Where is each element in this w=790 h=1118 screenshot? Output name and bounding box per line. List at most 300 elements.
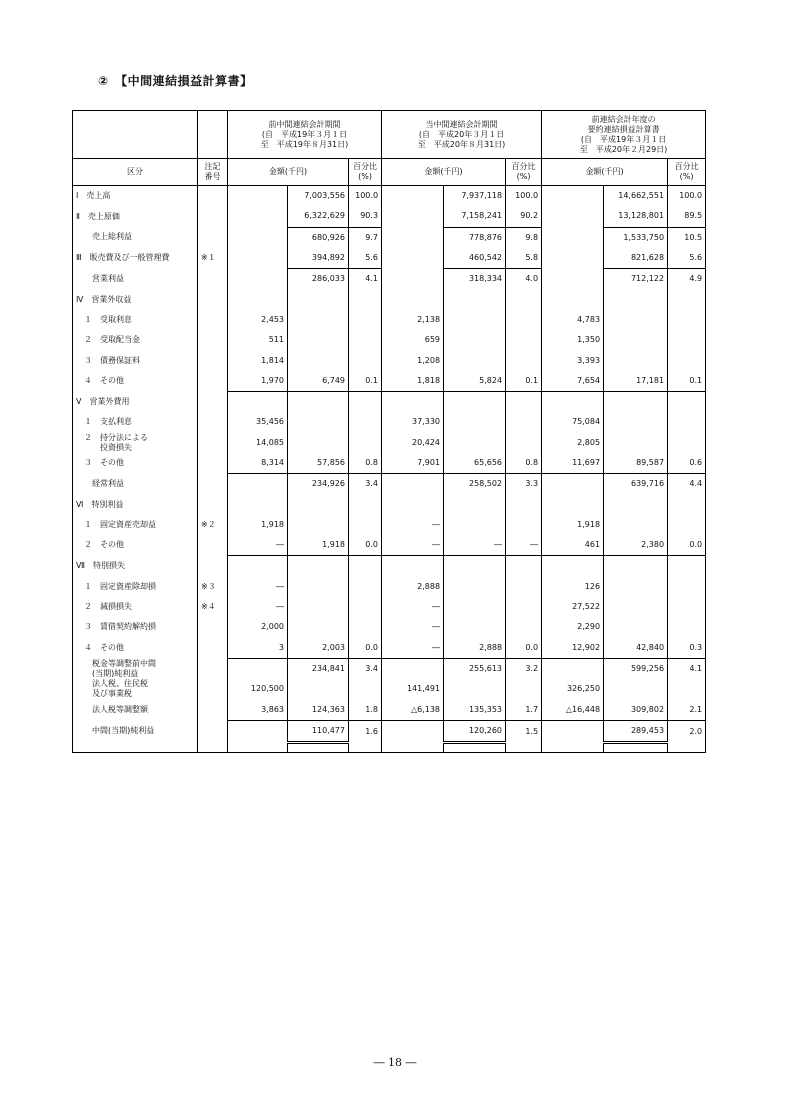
percent-cell: 4.1 bbox=[349, 269, 382, 290]
sub-amount-cell bbox=[382, 556, 444, 577]
amount-cell bbox=[444, 515, 506, 535]
row-note bbox=[198, 310, 228, 330]
sub-amount-cell bbox=[542, 743, 604, 753]
sub-amount-cell: 14,085 bbox=[228, 433, 288, 453]
sub-amount-cell: 511 bbox=[228, 330, 288, 350]
row-note bbox=[198, 743, 228, 753]
table-row bbox=[73, 638, 706, 659]
percent-cell bbox=[668, 494, 706, 514]
table-row bbox=[73, 699, 706, 720]
amount-cell bbox=[604, 412, 668, 432]
sub-amount-cell bbox=[228, 658, 288, 679]
table-row bbox=[73, 577, 706, 597]
sub-amount-cell: 461 bbox=[542, 535, 604, 556]
amount-cell bbox=[288, 412, 349, 432]
percent-cell: 3.3 bbox=[506, 474, 542, 495]
sub-amount-cell: 7,654 bbox=[542, 371, 604, 392]
row-note bbox=[198, 186, 228, 207]
sub-amount-cell: 1,814 bbox=[228, 350, 288, 370]
amount-cell: 7,158,241 bbox=[444, 206, 506, 227]
row-note bbox=[198, 391, 228, 412]
amount-cell: 639,716 bbox=[604, 474, 668, 495]
percent-cell: 100.0 bbox=[506, 186, 542, 207]
percent-cell bbox=[668, 743, 706, 753]
header-amount: 金額(千円) bbox=[542, 159, 668, 186]
table-row bbox=[73, 617, 706, 637]
amount-cell bbox=[604, 289, 668, 309]
percent-cell: 0.0 bbox=[506, 638, 542, 659]
percent-cell: 4.0 bbox=[506, 269, 542, 290]
row-note: ※１ bbox=[198, 248, 228, 269]
header-blank bbox=[73, 111, 198, 159]
row-label: 経常利益 bbox=[73, 474, 198, 495]
amount-cell bbox=[444, 679, 506, 699]
row-note bbox=[198, 289, 228, 309]
percent-cell: ― bbox=[506, 535, 542, 556]
income-statement-table bbox=[72, 110, 706, 753]
percent-cell: 4.4 bbox=[668, 474, 706, 495]
amount-cell: 13,128,801 bbox=[604, 206, 668, 227]
amount-cell bbox=[288, 433, 349, 453]
row-label: ４ その他 bbox=[73, 371, 198, 392]
sub-amount-cell: 326,250 bbox=[542, 679, 604, 699]
table-row bbox=[73, 371, 706, 392]
sub-amount-cell bbox=[382, 186, 444, 207]
table-row bbox=[73, 535, 706, 556]
table-row bbox=[73, 743, 706, 753]
amount-cell: 7,937,118 bbox=[444, 186, 506, 207]
percent-cell: 90.2 bbox=[506, 206, 542, 227]
amount-cell: 2,888 bbox=[444, 638, 506, 659]
amount-cell: 778,876 bbox=[444, 227, 506, 248]
row-note bbox=[198, 638, 228, 659]
amount-cell: 42,840 bbox=[604, 638, 668, 659]
sub-amount-cell: 37,330 bbox=[382, 412, 444, 432]
percent-cell bbox=[349, 433, 382, 453]
percent-cell: 0.1 bbox=[349, 371, 382, 392]
sub-amount-cell: ― bbox=[228, 535, 288, 556]
sub-amount-cell: 2,453 bbox=[228, 310, 288, 330]
sub-amount-cell bbox=[542, 494, 604, 514]
header-amount: 金額(千円) bbox=[382, 159, 506, 186]
sub-amount-cell bbox=[542, 269, 604, 290]
table-row bbox=[73, 515, 706, 535]
percent-cell bbox=[349, 494, 382, 514]
percent-cell: 100.0 bbox=[668, 186, 706, 207]
percent-cell: 0.1 bbox=[668, 371, 706, 392]
percent-cell bbox=[668, 350, 706, 370]
row-note bbox=[198, 699, 228, 720]
table-row bbox=[73, 330, 706, 350]
sub-amount-cell bbox=[382, 248, 444, 269]
sub-amount-cell: ― bbox=[228, 577, 288, 597]
amount-cell: 57,856 bbox=[288, 453, 349, 474]
percent-cell bbox=[506, 330, 542, 350]
percent-cell bbox=[668, 433, 706, 453]
amount-cell bbox=[288, 743, 349, 753]
sub-amount-cell bbox=[542, 206, 604, 227]
row-label: ３ 賃借契約解約損 bbox=[73, 617, 198, 637]
amount-cell bbox=[444, 597, 506, 617]
amount-cell bbox=[444, 433, 506, 453]
row-label: ２ 減損損失 bbox=[73, 597, 198, 617]
sub-amount-cell: 27,522 bbox=[542, 597, 604, 617]
header-period-prior-year: 前連結会計年度の 要約連結損益計算書 (自 平成19年３月１日 至 平成20年２月29日) bbox=[542, 111, 706, 159]
amount-cell: 460,542 bbox=[444, 248, 506, 269]
percent-cell bbox=[506, 515, 542, 535]
header-category: 区分 bbox=[73, 159, 198, 186]
header-row-columns bbox=[73, 159, 706, 186]
row-label: 中間(当期)純利益 bbox=[73, 720, 198, 742]
amount-cell bbox=[288, 577, 349, 597]
percent-cell bbox=[506, 743, 542, 753]
percent-cell: 4.9 bbox=[668, 269, 706, 290]
table-row bbox=[73, 227, 706, 248]
percent-cell bbox=[668, 577, 706, 597]
percent-cell: 4.1 bbox=[668, 658, 706, 679]
row-label: １ 固定資産売却益 bbox=[73, 515, 198, 535]
percent-cell bbox=[668, 515, 706, 535]
amount-cell bbox=[604, 515, 668, 535]
row-label: Ⅴ 営業外費用 bbox=[73, 391, 198, 412]
percent-cell bbox=[506, 617, 542, 637]
sub-amount-cell bbox=[542, 556, 604, 577]
amount-cell bbox=[604, 494, 668, 514]
sub-amount-cell: 2,805 bbox=[542, 433, 604, 453]
percent-cell: 0.6 bbox=[668, 453, 706, 474]
table-row bbox=[73, 474, 706, 495]
sub-amount-cell: ― bbox=[228, 597, 288, 617]
percent-cell: 0.8 bbox=[349, 453, 382, 474]
table-row bbox=[73, 310, 706, 330]
percent-cell bbox=[506, 310, 542, 330]
row-note bbox=[198, 474, 228, 495]
percent-cell bbox=[668, 310, 706, 330]
percent-cell: 0.0 bbox=[349, 535, 382, 556]
amount-cell bbox=[604, 350, 668, 370]
row-note bbox=[198, 453, 228, 474]
row-label bbox=[73, 743, 198, 753]
percent-cell: 5.8 bbox=[506, 248, 542, 269]
amount-cell bbox=[444, 577, 506, 597]
percent-cell: 2.1 bbox=[668, 699, 706, 720]
sub-amount-cell: 1,350 bbox=[542, 330, 604, 350]
amount-cell: 120,260 bbox=[444, 720, 506, 742]
sub-amount-cell bbox=[228, 186, 288, 207]
percent-cell bbox=[506, 350, 542, 370]
sub-amount-cell: 1,818 bbox=[382, 371, 444, 392]
percent-cell bbox=[668, 556, 706, 577]
row-label: ２ その他 bbox=[73, 535, 198, 556]
sub-amount-cell bbox=[542, 658, 604, 679]
row-note bbox=[198, 658, 228, 679]
amount-cell: 309,802 bbox=[604, 699, 668, 720]
header-period-current-interim: 当中間連結会計期間 (自 平成20年３月１日 至 平成20年８月31日) bbox=[382, 111, 542, 159]
amount-cell: 318,334 bbox=[444, 269, 506, 290]
sub-amount-cell bbox=[382, 269, 444, 290]
percent-cell bbox=[349, 310, 382, 330]
row-note bbox=[198, 556, 228, 577]
percent-cell bbox=[349, 577, 382, 597]
amount-cell bbox=[288, 350, 349, 370]
sub-amount-cell: △16,448 bbox=[542, 699, 604, 720]
amount-cell bbox=[288, 494, 349, 514]
percent-cell bbox=[668, 679, 706, 699]
amount-cell bbox=[604, 330, 668, 350]
statement-title: ② 【中間連結損益計算書】 bbox=[98, 74, 253, 88]
table-row bbox=[73, 453, 706, 474]
header-note: 注記 番号 bbox=[198, 159, 228, 186]
percent-cell: 0.1 bbox=[506, 371, 542, 392]
sub-amount-cell bbox=[228, 474, 288, 495]
percent-cell: 90.3 bbox=[349, 206, 382, 227]
row-note bbox=[198, 535, 228, 556]
sub-amount-cell: 1,208 bbox=[382, 350, 444, 370]
sub-amount-cell bbox=[542, 474, 604, 495]
table-row bbox=[73, 556, 706, 577]
percent-cell bbox=[349, 556, 382, 577]
amount-cell: 124,363 bbox=[288, 699, 349, 720]
amount-cell: 1,918 bbox=[288, 535, 349, 556]
row-label: Ⅰ 売上高 bbox=[73, 186, 198, 207]
percent-cell bbox=[506, 494, 542, 514]
sub-amount-cell bbox=[228, 743, 288, 753]
table-body bbox=[73, 186, 706, 753]
percent-cell: 1.5 bbox=[506, 720, 542, 742]
percent-cell: 3.2 bbox=[506, 658, 542, 679]
amount-cell bbox=[288, 679, 349, 699]
sub-amount-cell: 141,491 bbox=[382, 679, 444, 699]
amount-cell bbox=[288, 289, 349, 309]
amount-cell bbox=[444, 330, 506, 350]
sub-amount-cell: 126 bbox=[542, 577, 604, 597]
sub-amount-cell bbox=[382, 227, 444, 248]
row-note: ※２ bbox=[198, 515, 228, 535]
amount-cell: 1,533,750 bbox=[604, 227, 668, 248]
row-label: ３ 債務保証料 bbox=[73, 350, 198, 370]
table-row bbox=[73, 269, 706, 290]
percent-cell: 1.7 bbox=[506, 699, 542, 720]
amount-cell: 394,892 bbox=[288, 248, 349, 269]
header-period-prior-interim: 前中間連結会計期間 (自 平成19年３月１日 至 平成19年８月31日) bbox=[228, 111, 382, 159]
table-row bbox=[73, 391, 706, 412]
percent-cell bbox=[668, 330, 706, 350]
sub-amount-cell bbox=[382, 494, 444, 514]
percent-cell: 5.6 bbox=[349, 248, 382, 269]
amount-cell bbox=[288, 597, 349, 617]
header-row-periods bbox=[73, 111, 706, 159]
amount-cell bbox=[604, 577, 668, 597]
table-row bbox=[73, 494, 706, 514]
amount-cell: 17,181 bbox=[604, 371, 668, 392]
sub-amount-cell: ― bbox=[382, 535, 444, 556]
amount-cell: 712,122 bbox=[604, 269, 668, 290]
percent-cell: 100.0 bbox=[349, 186, 382, 207]
amount-cell bbox=[444, 391, 506, 412]
sub-amount-cell bbox=[382, 720, 444, 742]
sub-amount-cell bbox=[228, 269, 288, 290]
amount-cell: 289,453 bbox=[604, 720, 668, 742]
row-note bbox=[198, 494, 228, 514]
amount-cell bbox=[604, 743, 668, 753]
row-note bbox=[198, 720, 228, 742]
sub-amount-cell bbox=[382, 391, 444, 412]
amount-cell bbox=[444, 743, 506, 753]
amount-cell bbox=[444, 494, 506, 514]
percent-cell bbox=[506, 597, 542, 617]
sub-amount-cell: ― bbox=[382, 617, 444, 637]
row-label: Ⅱ 売上原価 bbox=[73, 206, 198, 227]
percent-cell bbox=[349, 330, 382, 350]
amount-cell: 255,613 bbox=[444, 658, 506, 679]
percent-cell bbox=[668, 617, 706, 637]
sub-amount-cell: 1,970 bbox=[228, 371, 288, 392]
percent-cell bbox=[349, 289, 382, 309]
header-pct: 百分比 (%) bbox=[506, 159, 542, 186]
row-label: Ⅵ 特別利益 bbox=[73, 494, 198, 514]
sub-amount-cell: 2,888 bbox=[382, 577, 444, 597]
percent-cell bbox=[506, 556, 542, 577]
amount-cell: 680,926 bbox=[288, 227, 349, 248]
percent-cell: 1.6 bbox=[349, 720, 382, 742]
sub-amount-cell bbox=[228, 289, 288, 309]
sub-amount-cell bbox=[228, 248, 288, 269]
row-note bbox=[198, 433, 228, 453]
amount-cell: 6,749 bbox=[288, 371, 349, 392]
amount-cell: 14,662,551 bbox=[604, 186, 668, 207]
amount-cell bbox=[288, 617, 349, 637]
percent-cell: 9.7 bbox=[349, 227, 382, 248]
percent-cell: 0.0 bbox=[349, 638, 382, 659]
percent-cell: 1.8 bbox=[349, 699, 382, 720]
sub-amount-cell: 4,783 bbox=[542, 310, 604, 330]
percent-cell: 0.0 bbox=[668, 535, 706, 556]
amount-cell bbox=[444, 412, 506, 432]
amount-cell: 65,656 bbox=[444, 453, 506, 474]
row-label: 営業利益 bbox=[73, 269, 198, 290]
percent-cell: 9.8 bbox=[506, 227, 542, 248]
sub-amount-cell bbox=[228, 720, 288, 742]
amount-cell: 6,322,629 bbox=[288, 206, 349, 227]
sub-amount-cell bbox=[382, 289, 444, 309]
sub-amount-cell: 2,000 bbox=[228, 617, 288, 637]
percent-cell bbox=[506, 289, 542, 309]
row-label: Ⅶ 特別損失 bbox=[73, 556, 198, 577]
amount-cell: 821,628 bbox=[604, 248, 668, 269]
row-note: ※３ bbox=[198, 577, 228, 597]
table-row bbox=[73, 248, 706, 269]
table-row bbox=[73, 412, 706, 432]
amount-cell: 89,587 bbox=[604, 453, 668, 474]
page-number: ― 18 ― bbox=[373, 1056, 417, 1069]
percent-cell: 89.5 bbox=[668, 206, 706, 227]
header-blank bbox=[198, 111, 228, 159]
sub-amount-cell: 120,500 bbox=[228, 679, 288, 699]
row-label: 税金等調整前中間 (当期)純利益 bbox=[73, 658, 198, 679]
amount-cell: ― bbox=[444, 535, 506, 556]
row-note bbox=[198, 412, 228, 432]
amount-cell bbox=[288, 556, 349, 577]
percent-cell bbox=[668, 289, 706, 309]
percent-cell bbox=[668, 391, 706, 412]
sub-amount-cell: ― bbox=[382, 515, 444, 535]
sub-amount-cell: ― bbox=[382, 638, 444, 659]
row-label: １ 固定資産除却損 bbox=[73, 577, 198, 597]
amount-cell: 286,033 bbox=[288, 269, 349, 290]
row-note bbox=[198, 350, 228, 370]
amount-cell: 234,841 bbox=[288, 658, 349, 679]
amount-cell: 2,380 bbox=[604, 535, 668, 556]
sub-amount-cell bbox=[228, 227, 288, 248]
percent-cell: 5.6 bbox=[668, 248, 706, 269]
percent-cell bbox=[349, 391, 382, 412]
sub-amount-cell: 3,393 bbox=[542, 350, 604, 370]
sub-amount-cell: 659 bbox=[382, 330, 444, 350]
table-row bbox=[73, 350, 706, 370]
amount-cell bbox=[604, 556, 668, 577]
sub-amount-cell: 3 bbox=[228, 638, 288, 659]
table-row bbox=[73, 206, 706, 227]
sub-amount-cell bbox=[542, 720, 604, 742]
table-row bbox=[73, 597, 706, 617]
amount-cell bbox=[604, 391, 668, 412]
amount-cell: 258,502 bbox=[444, 474, 506, 495]
row-note bbox=[198, 206, 228, 227]
sub-amount-cell bbox=[228, 556, 288, 577]
amount-cell: 2,003 bbox=[288, 638, 349, 659]
row-note bbox=[198, 679, 228, 699]
percent-cell: 3.4 bbox=[349, 658, 382, 679]
amount-cell bbox=[288, 330, 349, 350]
table-row bbox=[73, 679, 706, 699]
table-row bbox=[73, 433, 706, 453]
row-note bbox=[198, 227, 228, 248]
percent-cell bbox=[349, 617, 382, 637]
amount-cell: 599,256 bbox=[604, 658, 668, 679]
percent-cell bbox=[349, 743, 382, 753]
sub-amount-cell bbox=[382, 743, 444, 753]
percent-cell: 2.0 bbox=[668, 720, 706, 742]
percent-cell bbox=[506, 412, 542, 432]
percent-cell bbox=[668, 597, 706, 617]
sub-amount-cell: 75,084 bbox=[542, 412, 604, 432]
row-label: ２ 受取配当金 bbox=[73, 330, 198, 350]
sub-amount-cell: 20,424 bbox=[382, 433, 444, 453]
percent-cell bbox=[349, 679, 382, 699]
sub-amount-cell: 1,918 bbox=[542, 515, 604, 535]
amount-cell bbox=[604, 597, 668, 617]
row-note bbox=[198, 269, 228, 290]
amount-cell: 135,353 bbox=[444, 699, 506, 720]
amount-cell bbox=[604, 310, 668, 330]
amount-cell bbox=[604, 617, 668, 637]
sub-amount-cell bbox=[542, 248, 604, 269]
row-note bbox=[198, 330, 228, 350]
row-label: １ 受取利息 bbox=[73, 310, 198, 330]
amount-cell bbox=[444, 289, 506, 309]
header-pct: 百分比 (%) bbox=[668, 159, 706, 186]
percent-cell bbox=[506, 679, 542, 699]
row-label: Ⅳ 営業外収益 bbox=[73, 289, 198, 309]
amount-cell: 110,477 bbox=[288, 720, 349, 742]
amount-cell bbox=[604, 679, 668, 699]
amount-cell bbox=[444, 350, 506, 370]
sub-amount-cell: 1,918 bbox=[228, 515, 288, 535]
percent-cell bbox=[506, 433, 542, 453]
sub-amount-cell: 8,314 bbox=[228, 453, 288, 474]
sub-amount-cell bbox=[542, 289, 604, 309]
sub-amount-cell: ― bbox=[382, 597, 444, 617]
